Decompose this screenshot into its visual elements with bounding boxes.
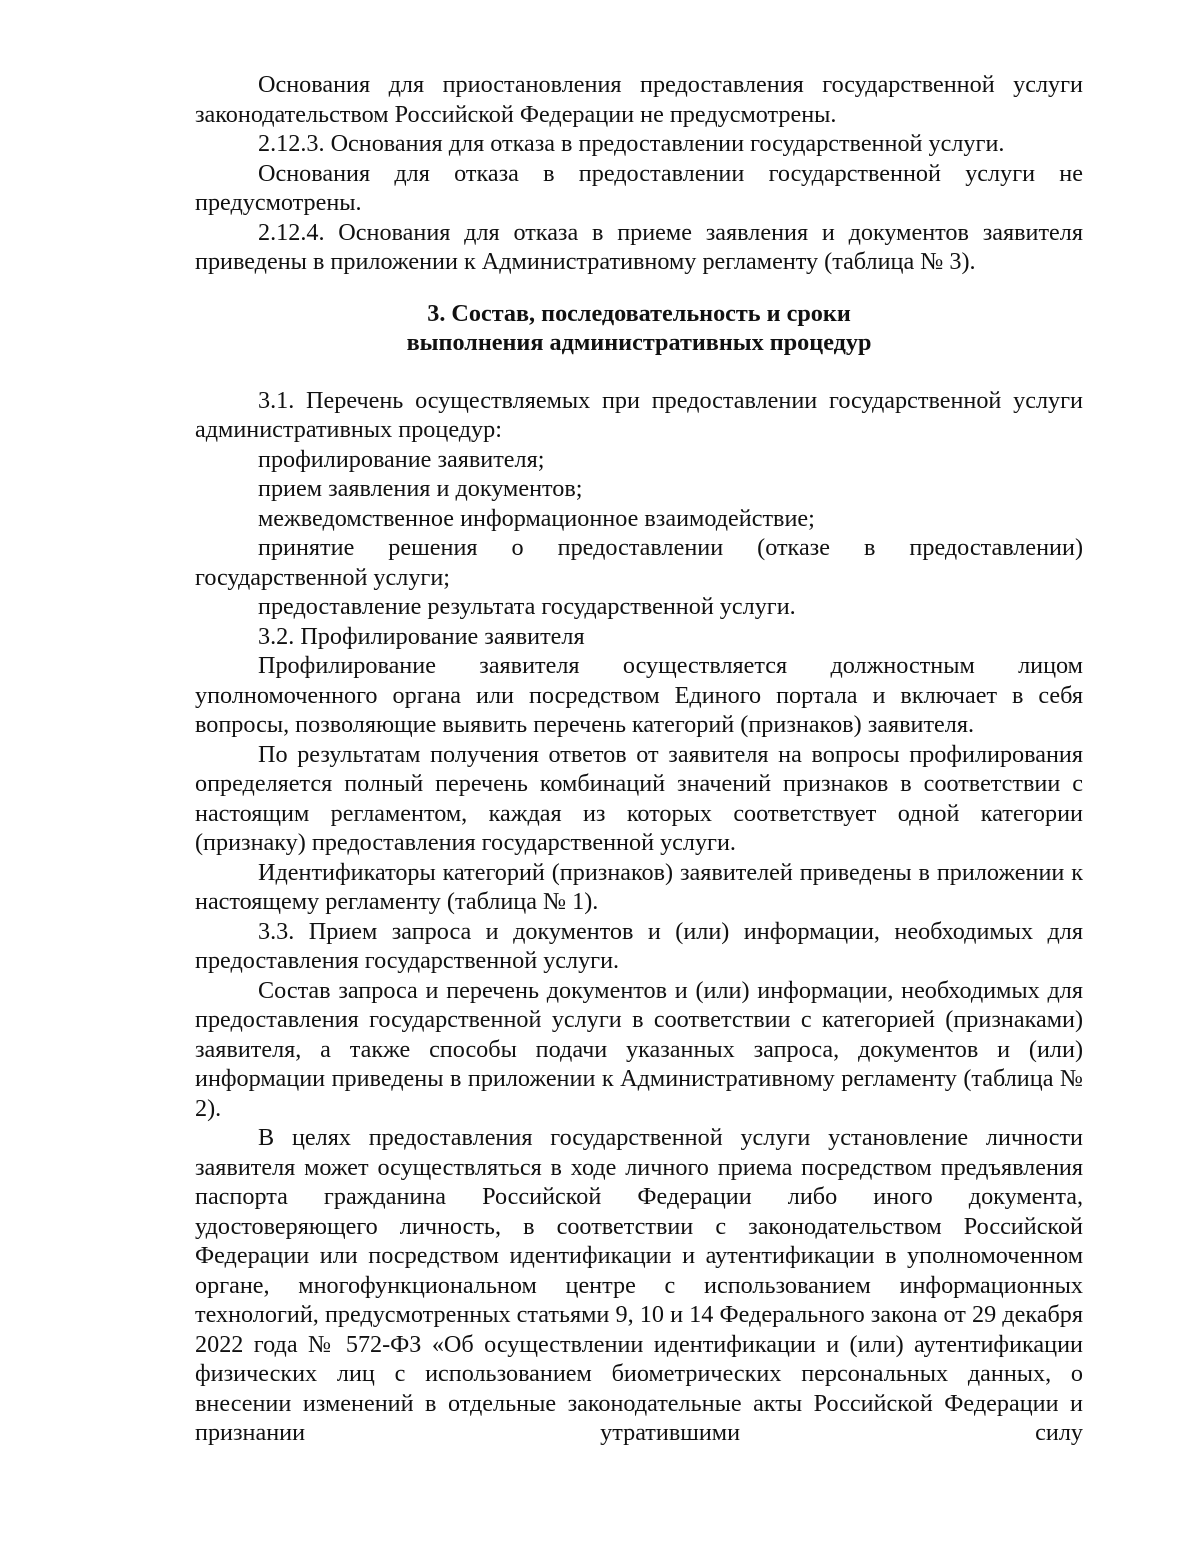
paragraph-profiling-description: Профилирование заявителя осуществляется должностным лицом уполномоченного органа или посредством Единого портала и включает в себя вопросы, позволяющие выявить перечень категорий (признаков) заявителя. bbox=[195, 652, 1083, 738]
paragraph-3-2-title: 3.2. Профилирование заявителя bbox=[258, 622, 585, 650]
list-item-result: предоставление результата государственной услуги. bbox=[258, 593, 796, 620]
paragraph-2-12-3: 2.12.3. Основания для отказа в предоставлении государственной услуги. bbox=[258, 130, 1005, 157]
paragraph-refusal-grounds: Основания для отказа в предоставлении государственной услуги не предусмотрены. bbox=[195, 159, 1083, 216]
paragraph-identifiers: Идентификаторы категорий (признаков) заявителей приведены в приложении к настоящему регламенту (таблица № 1). bbox=[195, 858, 1083, 915]
list-item-profiling: профилирование заявителя; bbox=[258, 445, 545, 473]
paragraph-suspension-grounds: Основания для приостановления предоставления государственной услуги законодательством Российской Федерации не предусмотрены. bbox=[195, 71, 1083, 128]
paragraph-3-3: 3.3. Прием запроса и документов и (или) информации, необходимых для предоставления государственной услуги. bbox=[195, 917, 1083, 974]
paragraph-identity-verification: В целях предоставления государственной услуги установление личности заявителя может осуществляться в ходе личного приема посредством предъявления паспорта гражданина Российской Федерации либо иного документа, удостоверяющего личность, в соответствии с законодательством Российской Федерации или посредством идентификации и аутентификации в уполномоченном органе, многофункциональном центре с использованием информационных технологий, предусмотренных статьями 9, 10 и 14 Федерального закона от 29 декабря 2022 года № 572-ФЗ «Об осуществлении идентификации и (или) аутентификации физических лиц с использованием биометрических персональных данных, о внесении изменений в отдельные законодательные акты Российской Федерации и признании утратившими силу bbox=[195, 1124, 1083, 1446]
paragraph-2-12-4: 2.12.4. Основания для отказа в приеме заявления и документов заявителя приведены в приложении к Административному регламенту (таблица № 3). bbox=[195, 218, 1083, 275]
list-item-interagency: межведомственное информационное взаимодействие; bbox=[258, 504, 815, 532]
paragraph-profiling-results: По результатам получения ответов от заявителя на вопросы профилирования определяется полный перечень комбинаций значений признаков в соответствии с настоящим регламентом, каждая из которых соответствует одной категории (признаку) предоставления государственной услуги. bbox=[195, 740, 1083, 856]
document-page bbox=[195, 70, 1083, 1448]
paragraph-request-composition: Состав запроса и перечень документов и (или) информации, необходимых для предоставления государственной услуги в соответствии с категорией (признаками) заявителя, а также способы подачи указанных запроса, документов и (или) информации приведены в приложении к Административному регламенту (таблица № 2). bbox=[195, 976, 1083, 1122]
list-item-reception: прием заявления и документов; bbox=[258, 475, 583, 502]
paragraph-3-1: 3.1. Перечень осуществляемых при предоставлении государственной услуги административных процедур: bbox=[195, 386, 1083, 443]
section-heading bbox=[195, 299, 1083, 358]
section-heading-line-2: выполнения административных процедур bbox=[406, 329, 872, 356]
section-heading-line-1: 3. Состав, последовательность и сроки bbox=[427, 299, 851, 327]
list-item-decision: принятие решения о предоставлении (отказе в предоставлении) государственной услуги; bbox=[195, 534, 1083, 591]
